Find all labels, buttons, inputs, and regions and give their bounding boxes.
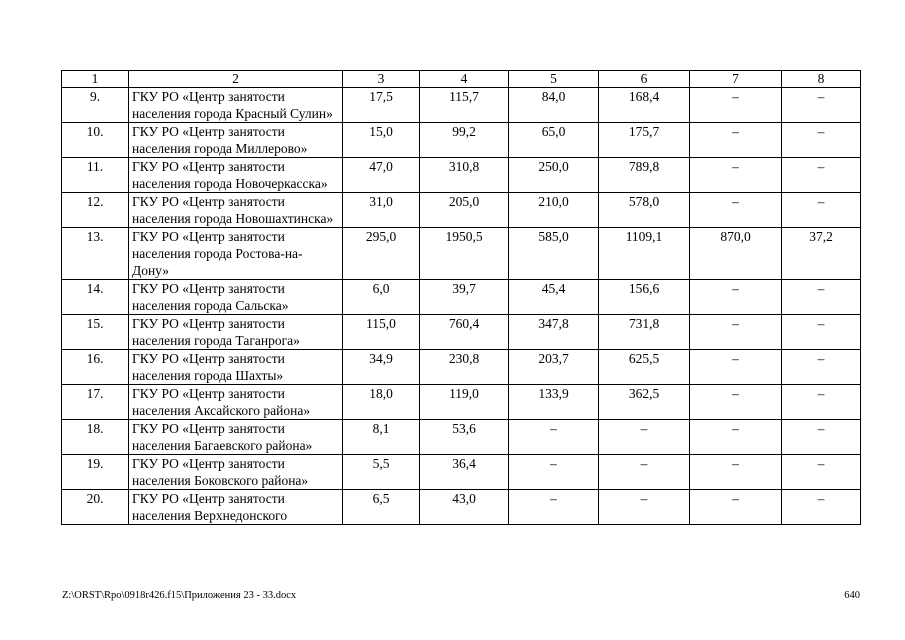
value-col-5: – <box>509 490 599 525</box>
row-number: 10. <box>62 123 129 158</box>
value-col-6: 175,7 <box>599 123 690 158</box>
value-col-5: 210,0 <box>509 193 599 228</box>
value-col-6: – <box>599 490 690 525</box>
table-row <box>62 350 861 385</box>
value-col-7: – <box>690 315 782 350</box>
value-col-6: – <box>599 455 690 490</box>
value-col-6: 156,6 <box>599 280 690 315</box>
value-col-5: – <box>509 455 599 490</box>
value-col-4: 43,0 <box>420 490 509 525</box>
value-col-5: – <box>509 420 599 455</box>
table-row <box>62 123 861 158</box>
organization-name: ГКУ РО «Центр занятости населения Аксайского района» <box>129 385 343 420</box>
value-col-4: 760,4 <box>420 315 509 350</box>
value-col-8: 37,2 <box>782 228 861 280</box>
column-header-5: 5 <box>509 71 599 88</box>
table-row <box>62 455 861 490</box>
value-col-4: 39,7 <box>420 280 509 315</box>
value-col-5: 65,0 <box>509 123 599 158</box>
value-col-7: – <box>690 455 782 490</box>
organization-name: ГКУ РО «Центр занятости населения Верхнедонского <box>129 490 343 525</box>
column-header-4: 4 <box>420 71 509 88</box>
value-col-6: 362,5 <box>599 385 690 420</box>
value-col-4: 36,4 <box>420 455 509 490</box>
value-col-8: – <box>782 490 861 525</box>
value-col-3: 6,5 <box>343 490 420 525</box>
value-col-6: 731,8 <box>599 315 690 350</box>
value-col-8: – <box>782 455 861 490</box>
value-col-7: – <box>690 490 782 525</box>
value-col-3: 47,0 <box>343 158 420 193</box>
value-col-6: 625,5 <box>599 350 690 385</box>
value-col-8: – <box>782 350 861 385</box>
organization-name: ГКУ РО «Центр занятости населения города Красный Сулин» <box>129 88 343 123</box>
value-col-5: 133,9 <box>509 385 599 420</box>
column-header-6: 6 <box>599 71 690 88</box>
table-row <box>62 193 861 228</box>
value-col-5: 45,4 <box>509 280 599 315</box>
value-col-5: 203,7 <box>509 350 599 385</box>
value-col-7: – <box>690 88 782 123</box>
value-col-5: 585,0 <box>509 228 599 280</box>
row-number: 15. <box>62 315 129 350</box>
table-row <box>62 158 861 193</box>
row-number: 18. <box>62 420 129 455</box>
value-col-7: – <box>690 350 782 385</box>
value-col-7: 870,0 <box>690 228 782 280</box>
value-col-7: – <box>690 158 782 193</box>
table-row <box>62 280 861 315</box>
value-col-8: – <box>782 193 861 228</box>
value-col-6: 789,8 <box>599 158 690 193</box>
organization-name: ГКУ РО «Центр занятости населения города Миллерово» <box>129 123 343 158</box>
row-number: 16. <box>62 350 129 385</box>
header-row <box>62 71 861 88</box>
row-number: 11. <box>62 158 129 193</box>
column-header-3: 3 <box>343 71 420 88</box>
value-col-4: 115,7 <box>420 88 509 123</box>
value-col-5: 347,8 <box>509 315 599 350</box>
organization-name: ГКУ РО «Центр занятости населения города Сальска» <box>129 280 343 315</box>
organization-name: ГКУ РО «Центр занятости населения Боковского района» <box>129 455 343 490</box>
column-header-1: 1 <box>62 71 129 88</box>
value-col-6: 168,4 <box>599 88 690 123</box>
organization-name: ГКУ РО «Центр занятости населения города Ростова-на-Дону» <box>129 228 343 280</box>
value-col-7: – <box>690 420 782 455</box>
value-col-4: 310,8 <box>420 158 509 193</box>
row-number: 19. <box>62 455 129 490</box>
value-col-4: 119,0 <box>420 385 509 420</box>
value-col-3: 6,0 <box>343 280 420 315</box>
value-col-8: – <box>782 88 861 123</box>
column-header-8: 8 <box>782 71 861 88</box>
value-col-5: 250,0 <box>509 158 599 193</box>
organization-name: ГКУ РО «Центр занятости населения города Новочеркасска» <box>129 158 343 193</box>
document-path: Z:\ORST\Rpo\0918r426.f15\Приложения 23 - 33.docx <box>62 590 297 601</box>
value-col-3: 34,9 <box>343 350 420 385</box>
row-number: 13. <box>62 228 129 280</box>
table-row <box>62 420 861 455</box>
column-header-7: 7 <box>690 71 782 88</box>
table-row <box>62 228 861 280</box>
value-col-8: – <box>782 420 861 455</box>
value-col-3: 15,0 <box>343 123 420 158</box>
value-col-8: – <box>782 123 861 158</box>
value-col-4: 53,6 <box>420 420 509 455</box>
value-col-3: 17,5 <box>343 88 420 123</box>
row-number: 20. <box>62 490 129 525</box>
table-row <box>62 315 861 350</box>
value-col-7: – <box>690 280 782 315</box>
value-col-7: – <box>690 385 782 420</box>
organization-name: ГКУ РО «Центр занятости населения города Шахты» <box>129 350 343 385</box>
data-table <box>61 70 861 525</box>
organization-name: ГКУ РО «Центр занятости населения города Новошахтинска» <box>129 193 343 228</box>
value-col-3: 5,5 <box>343 455 420 490</box>
table-row <box>62 385 861 420</box>
table-body <box>62 88 861 525</box>
organization-name: ГКУ РО «Центр занятости населения города Таганрога» <box>129 315 343 350</box>
value-col-8: – <box>782 315 861 350</box>
value-col-3: 31,0 <box>343 193 420 228</box>
row-number: 14. <box>62 280 129 315</box>
value-col-4: 99,2 <box>420 123 509 158</box>
table-row <box>62 490 861 525</box>
value-col-6: 578,0 <box>599 193 690 228</box>
row-number: 17. <box>62 385 129 420</box>
value-col-3: 115,0 <box>343 315 420 350</box>
value-col-8: – <box>782 385 861 420</box>
value-col-4: 230,8 <box>420 350 509 385</box>
value-col-4: 1950,5 <box>420 228 509 280</box>
value-col-3: 295,0 <box>343 228 420 280</box>
value-col-7: – <box>690 193 782 228</box>
value-col-8: – <box>782 158 861 193</box>
column-header-2: 2 <box>129 71 343 88</box>
value-col-7: – <box>690 123 782 158</box>
organization-name: ГКУ РО «Центр занятости населения Багаевского района» <box>129 420 343 455</box>
value-col-3: 18,0 <box>343 385 420 420</box>
value-col-4: 205,0 <box>420 193 509 228</box>
value-col-5: 84,0 <box>509 88 599 123</box>
value-col-6: – <box>599 420 690 455</box>
row-number: 9. <box>62 88 129 123</box>
row-number: 12. <box>62 193 129 228</box>
value-col-6: 1109,1 <box>599 228 690 280</box>
table-row <box>62 88 861 123</box>
page-number: 640 <box>844 590 860 601</box>
value-col-8: – <box>782 280 861 315</box>
value-col-3: 8,1 <box>343 420 420 455</box>
